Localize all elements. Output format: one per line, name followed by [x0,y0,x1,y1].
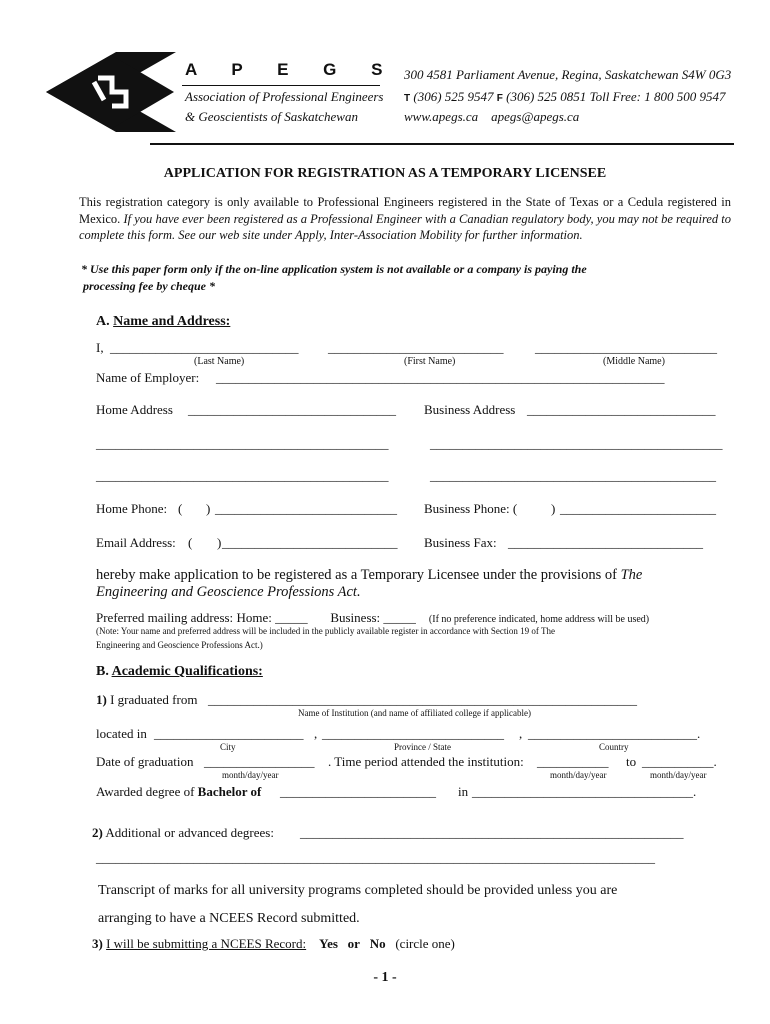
time-period-label: . Time period attended the institution: [328,754,524,769]
to-label: to [626,754,637,769]
advanced-degrees-field[interactable]: ___________________________________________________________ [300,825,684,840]
org-address: 300 4581 Parliament Avenue, Regina, Saskatchewan S4W 0G3 [404,67,732,82]
last-name-caption: (Last Name) [194,356,245,367]
phone-number: (306) 525 9547 [413,89,494,104]
intro-paragraph [79,194,731,244]
email-close-paren: ) [217,535,222,550]
home-phone-label: Home Phone: [96,501,168,516]
q3-number: 3) [92,936,103,951]
awarded-degree-row [96,784,261,800]
home-address-line-3[interactable]: _____________________________________________ [96,468,389,483]
pref-business-label: Business: [330,610,381,625]
pref-business-field[interactable]: _____ [383,610,416,625]
time-end-field[interactable]: ___________. [642,754,717,769]
t-label: T [404,93,411,104]
located-in-label: located in [96,726,147,741]
paper-form-note-2: processing fee by cheque * [83,279,215,293]
institution-caption: Name of Institution (and name of affiliated college if applicable) [298,708,531,718]
section-a-title: Name and Address: [113,314,231,329]
discipline-field[interactable]: __________________________________. [472,784,697,799]
email-field[interactable]: ___________________________ [222,535,398,550]
i-label: I, [96,340,104,355]
section-b-title: Academic Qualifications: [111,664,263,679]
q1-row [96,692,197,708]
form-title: APPLICATION FOR REGISTRATION AS A TEMPORARY LICENSEE [163,166,607,181]
first-name-field[interactable]: ___________________________ [328,340,504,355]
org-name-line2: & Geoscientists of Saskatchewan [185,109,358,124]
country-field[interactable]: __________________________. [528,726,701,741]
city-comma: , [314,726,318,741]
preferred-mailing-row [96,610,649,626]
intro-italic: If you have ever been registered as a Professional Engineer with a Canadian regulatory body, you may not be required to complete this form. See our web site under Apply, Inter-Association Mobility for further information. [79,211,732,242]
pref-default-note: (If no preference indicated, home address will be used) [428,614,650,625]
bachelor-of-label: Bachelor of [197,784,262,799]
home-phone-field[interactable]: ____________________________ [215,501,397,516]
email-link[interactable]: apegs@apegs.ca [491,109,580,124]
page-number: - 1 - [373,970,397,985]
transcript-note-1: Transcript of marks for all university programs completed should be provided unless you are [98,883,618,898]
home-phone-close-paren: ) [206,501,211,516]
awarded-label: Awarded degree of [96,784,195,799]
register-note-line2: Engineering and Geoscience Professions Act.) [96,640,263,650]
transcript-note-2: arranging to have a NCEES Record submitted. [98,911,360,926]
section-a-heading [96,314,230,330]
date-grad-field[interactable]: _________________ [204,754,315,769]
q2-number: 2) [92,825,103,840]
intro-plain: This registration category is only available to Professional Engineers registered in the State of Texas or a Cedula registered in Mexico. [79,195,731,226]
employer-field[interactable]: _____________________________________________________________________ [216,370,665,385]
org-name-line1: Association of Professional Engineers [185,89,384,104]
hereby-statement [96,567,642,601]
province-caption: Province / State [394,742,451,752]
or-label: or [347,936,360,951]
email-open-paren: ( [188,535,193,550]
header-short-rule [182,85,380,86]
q1-number: 1) [96,692,107,707]
section-a-letter: A. [96,314,110,329]
section-b-heading [96,664,263,680]
business-address-line-3[interactable]: ____________________________________________ [430,468,716,483]
apegs-logo-icon [46,52,176,132]
last-name-field[interactable]: _____________________________ [110,340,299,355]
pref-home-field[interactable]: _____ [275,610,308,625]
end-date-format: month/day/year [650,770,707,780]
logo-wordmark: A P E G S [185,60,398,79]
no-option[interactable]: No [369,936,386,951]
register-note-line1: (Note: Your name and preferred address will be included in the publicly available register in accordance with Section 19 of The [96,626,555,636]
city-field[interactable]: _______________________ [154,726,304,741]
province-comma: , [519,726,523,741]
business-phone-field[interactable]: ________________________ [560,501,716,516]
fax-number: (306) 525 0851 [506,89,587,104]
hereby-plain: hereby make application to be registered as a Temporary Licensee under the provisions of [96,567,617,583]
q2-label: Additional or advanced degrees: [105,825,274,840]
business-address-line-2[interactable]: _____________________________________________ [430,436,723,451]
country-caption: Country [599,742,629,752]
middle-name-field[interactable]: ____________________________ [535,340,717,355]
section-b-letter: B. [96,664,109,679]
institution-field[interactable]: __________________________________________________________________ [208,692,637,707]
advanced-degrees-line-2[interactable]: ______________________________________________________________________________________ [96,850,655,865]
province-field[interactable]: ____________________________ [322,726,504,741]
circle-one-note: (circle one) [395,936,455,951]
q3-label: I will be submitting a NCEES Record: [106,936,307,951]
grad-date-format: month/day/year [222,770,279,780]
q3-row [92,936,455,952]
in-label: in [458,784,469,799]
business-phone-close-paren: ) [551,501,556,516]
q1-label: I graduated from [110,692,198,707]
web-link[interactable]: www.apegs.ca [404,109,479,124]
business-fax-field[interactable]: ______________________________ [508,535,703,550]
web-line [404,109,579,125]
q2-row [92,825,274,841]
home-address-label: Home Address [96,402,173,417]
middle-name-caption: (Middle Name) [603,356,665,367]
pref-home-label: Home: [236,610,272,625]
toll-free: Toll Free: 1 800 500 9547 [589,89,726,104]
header-rule [150,143,734,145]
city-caption: City [220,742,236,752]
business-address-label: Business Address [424,402,516,417]
date-grad-label: Date of graduation [96,754,194,769]
time-start-field[interactable]: ___________ [537,754,609,769]
home-phone-open-paren: ( [178,501,183,516]
contact-line [404,89,725,105]
business-fax-label: Business Fax: [424,535,497,550]
employer-label: Name of Employer: [96,370,200,385]
business-phone-label: Business Phone: ( [424,501,518,516]
start-date-format: month/day/year [550,770,607,780]
preferred-mailing-label: Preferred mailing address: [96,610,234,625]
home-address-line-2[interactable]: _____________________________________________ [96,436,389,451]
degree-field[interactable]: ________________________ [280,784,436,799]
paper-form-note-1: * Use this paper form only if the on-line application system is not available or a company is paying the [81,262,587,276]
yes-option[interactable]: Yes [319,936,338,951]
email-label: Email Address: [96,535,176,550]
home-address-field[interactable]: ________________________________ [188,402,396,417]
first-name-caption: (First Name) [404,356,456,367]
business-address-field[interactable]: _____________________________ [527,402,716,417]
act-name-1: The [620,567,643,583]
f-label: F [496,93,503,104]
act-name-2: Engineering and Geoscience Professions Act. [96,584,361,600]
